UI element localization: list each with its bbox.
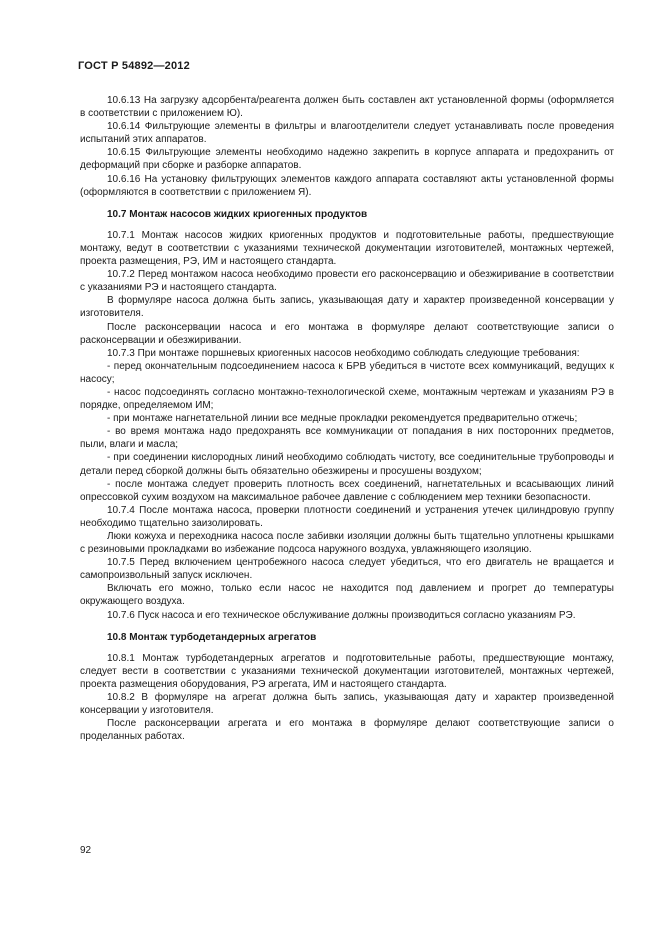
paragraph: После расконсервации агрегата и его монтажа в формуляре делают соответствующие записи о проделанных работах. [80,718,614,743]
paragraph: 10.7.1 Монтаж насосов жидких криогенных продуктов и подготовительные работы, предшествующие монтажу, ведут в соответствии с указаниями технической документации изготовителей, монтажных чертежей, проекта размещения, РЭ, ИМ и настоящего стандарта. [80,229,614,268]
paragraph: В формуляре насоса должна быть запись, указывающая дату и характер произведенной консервации у изготовителя. [80,295,614,320]
paragraph: - насос подсоединять согласно монтажно-технологической схеме, монтажным чертежам и указаниям РЭ в порядке, определяемом ИМ; [80,386,614,412]
section-heading: 10.7 Монтаж насосов жидких криогенных продуктов [107,208,368,220]
paragraph: 10.7.5 Перед включением центробежного насоса следует убедиться, что его двигатель не вращается и самопроизвольный запуск исключен. [80,557,614,582]
paragraph: - после монтажа следует проверить плотность всех соединений, нагнетательных и всасывающих линий опрессовкой сухим воздухом на максимальное рабочее давление с соблюдением мер техники безопасности. [80,478,614,503]
document-header: ГОСТ Р 54892—2012 [78,60,190,72]
paragraph: Включать его можно, только если насос не находится под давлением и прогрет до температуры окружающего воздуха. [80,583,614,608]
paragraph: 10.7.2 Перед монтажом насоса необходимо провести его расконсервацию и обезжиривание в соответствии с указаниями РЭ и настоящего стандарта. [80,269,614,294]
paragraph: Люки кожуха и переходника насоса после забивки изоляции должны быть тщательно уплотнены крышками с резиновыми прокладками во избежание подсоса наружного воздуха, увлажняющего изоляцию. [80,531,614,556]
paragraph: 10.6.13 На загрузку адсорбента/реагента должен быть составлен акт установленной формы (оформляется в соответствии с приложением Ю). [80,95,614,120]
paragraph: После расконсервации насоса и его монтажа в формуляре делают соответствующие записи о расконсервации и обезжиривании. [80,321,614,346]
paragraph: 10.6.15 Фильтрующие элементы необходимо надежно закрепить в корпусе аппарата и предохранить от деформаций при сборке и разборке аппаратов. [80,147,614,172]
paragraph: - при соединении кислородных линий необходимо соблюдать чистоту, все соединительные трубопроводы и детали перед сборкой должны быть обязательно обезжирены и просушены воздухом; [80,452,614,477]
page-number: 92 [80,845,92,856]
document-body [80,94,614,743]
paragraph: 10.7.6 Пуск насоса и его техническое обслуживание должны производиться согласно указаниям РЭ. [107,609,576,621]
paragraph: - перед окончательным подсоединением насоса к БРВ убедиться в чистоте всех коммуникаций, ведущих к насосу; [80,360,614,385]
paragraph: 10.8.2 В формуляре на агрегат должна быть запись, указывающая дату и характер произведенной консервации у изготовителя. [80,692,614,717]
paragraph: 10.8.1 Монтаж турбодетандерных агрегатов и подготовительные работы, предшествующие монтажу, следует вести в соответствии с указаниями технической документации изготовителей, монтажных чертежей, проекта размещения оборудования, РЭ агрегата, ИМ и настоящего стандарта. [80,652,614,690]
paragraph: - во время монтажа надо предохранять все коммуникации от попадания в них посторонних предметов, пыли, влаги и масла; [80,426,614,451]
paragraph: 10.7.4 После монтажа насоса, проверки плотности соединений и устранения утечек цилиндровую группу необходимо тщательно заизолировать. [80,504,614,529]
paragraph: 10.6.16 На установку фильтрующих элементов каждого аппарата составляют акты установленной формы (оформляются в соответствии с приложением Я). [80,173,614,198]
section-heading: 10.8 Монтаж турбодетандерных агрегатов [107,631,317,643]
paragraph: 10.7.3 При монтаже поршневых криогенных насосов необходимо соблюдать следующие требования: [107,347,580,359]
paragraph: 10.6.14 Фильтрующие элементы в фильтры и влагоотделители следует устанавливать после проведения испытаний этих аппаратов. [80,121,614,146]
paragraph: - при монтаже нагнетательной линии все медные прокладки рекомендуется предварительно отжечь; [107,413,578,425]
